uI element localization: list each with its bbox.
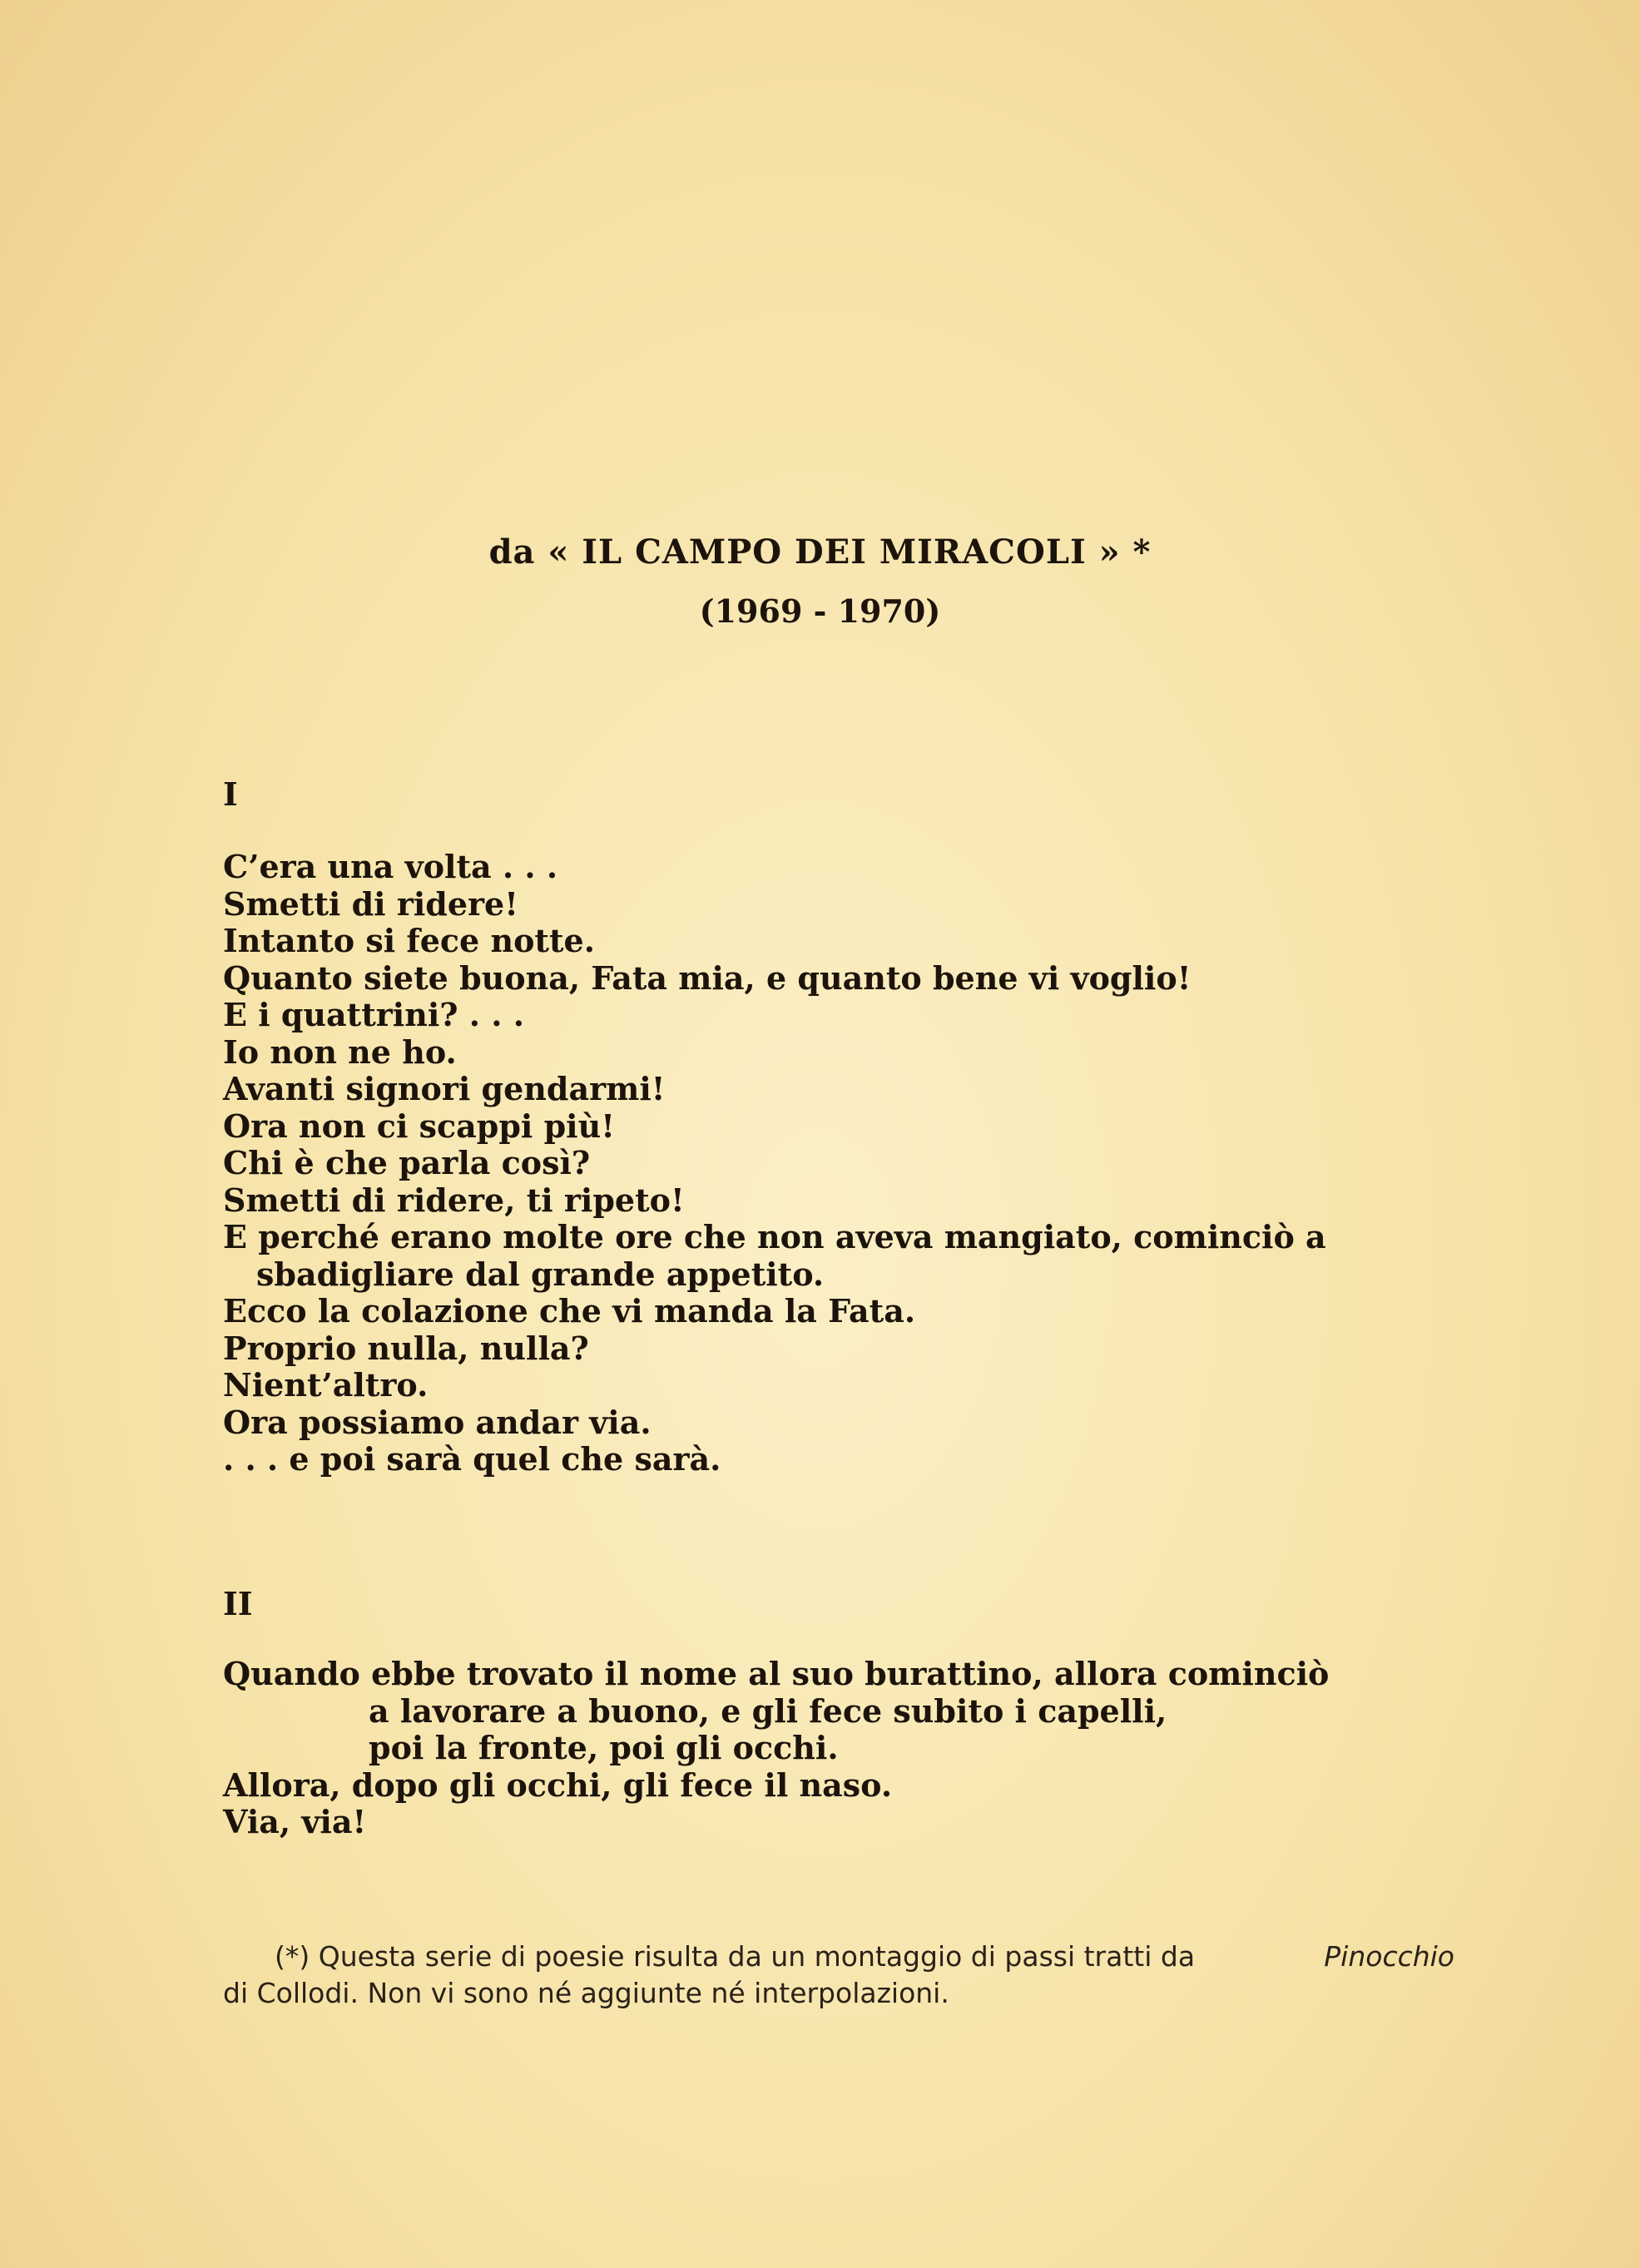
verse-line: Ecco la colazione che vi manda la Fata. xyxy=(223,1292,916,1330)
verse-line: Ora non ci scappi più! xyxy=(223,1107,615,1145)
verse-line-continuation: sbadigliare dal grande appetito. xyxy=(256,1255,825,1293)
verse-line: Via, via! xyxy=(223,1803,367,1840)
verse-line: Intanto si fece notte. xyxy=(223,922,595,959)
poem-title: da « IL CAMPO DEI MIRACOLI » * xyxy=(488,532,1152,572)
verse-line: E perché erano molte ore che non aveva mangiato, cominciò a xyxy=(223,1218,1326,1255)
verse-line: Quanto siete buona, Fata mia, e quanto bene vi voglio! xyxy=(223,958,1192,997)
verse-line: Smetti di ridere, ti ripeto! xyxy=(223,1181,685,1219)
verse-line: Smetti di ridere! xyxy=(223,884,518,923)
verse-line: Avanti signori gendarmi! xyxy=(223,1070,666,1107)
verse-line: Nient’altro. xyxy=(223,1366,429,1404)
verse-line: Quando ebbe trovato il nome al suo burattino, allora cominciò xyxy=(223,1655,1330,1692)
poem-years: (1969 - 1970) xyxy=(699,592,941,630)
footnote-line-2: di Collodi. Non vi sono né aggiunte né interpolazioni. xyxy=(223,1977,949,2009)
footnote-line-1 xyxy=(223,1939,1454,1975)
verse-line: E i quattrini? . . . xyxy=(223,996,524,1033)
section-1-verses xyxy=(223,849,1454,1478)
section-number-2: II xyxy=(223,1585,253,1622)
verse-line: Proprio nulla, nulla? xyxy=(223,1329,589,1367)
verse-line: Chi è che parla così? xyxy=(223,1144,591,1181)
footnote xyxy=(223,1939,1454,2012)
verse-line: . . . e poi sarà quel che sarà. xyxy=(223,1440,721,1478)
verse-line: C’era una volta . . . xyxy=(223,848,558,885)
footnote-book-title: Pinocchio xyxy=(1324,1940,1454,1973)
section-2-verses xyxy=(223,1656,1454,1841)
verse-line: Ora possiamo andar via. xyxy=(223,1403,652,1441)
verse-line-continuation: a lavorare a buono, e gli fece subito i capelli, xyxy=(369,1691,1167,1730)
footnote-text: (*) Questa serie di poesie risulta da un montaggio di passi tratti da xyxy=(275,1940,1196,1973)
verse-line-continuation: poi la fronte, poi gli occhi. xyxy=(369,1729,839,1766)
verse-line: Io non ne ho. xyxy=(223,1032,457,1071)
section-number-1: I xyxy=(223,775,238,813)
verse-line: Allora, dopo gli occhi, gli fece il naso. xyxy=(223,1765,893,1804)
